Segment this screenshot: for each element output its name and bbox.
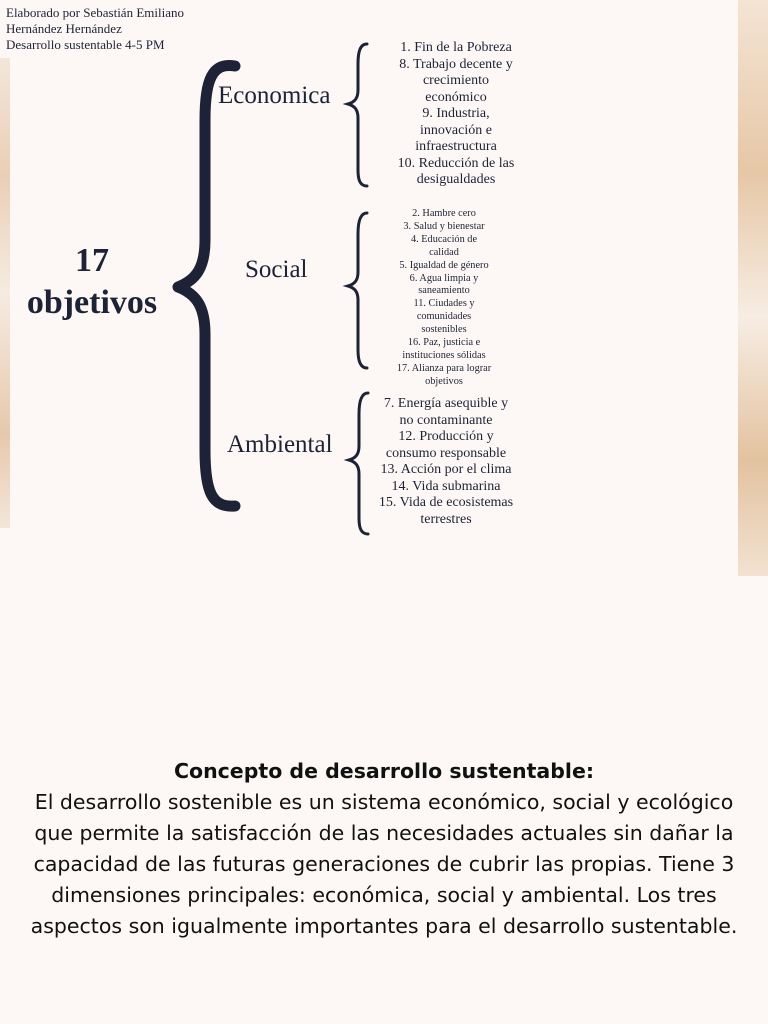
- goal-item: 4. Educación de: [410, 233, 478, 245]
- goal-item: 11. Ciudades y: [413, 298, 475, 310]
- goal-item: saneamiento: [418, 285, 470, 297]
- economica-goals-list: [374, 40, 538, 189]
- ambiental-goals-list: [372, 396, 520, 528]
- goal-item: crecimiento: [422, 73, 490, 88]
- concept-section: [20, 756, 748, 942]
- economica-brace: [348, 44, 367, 186]
- category-economica: Economica: [218, 82, 331, 109]
- social-brace: [348, 213, 367, 368]
- title-number: 17: [75, 242, 109, 279]
- goal-item: 7. Energía asequible y: [383, 396, 509, 411]
- author-line: Elaborado por Sebastián Emiliano: [6, 5, 184, 20]
- category-social: Social: [245, 256, 308, 283]
- goal-item: calidad: [429, 246, 459, 258]
- concept-text-line: El desarrollo sostenible es un sistema económico, social y ecológico: [34, 790, 734, 814]
- title-word: objetivos: [26, 284, 158, 321]
- goal-item: sostenibles: [421, 324, 467, 336]
- category-ambiental: Ambiental: [227, 431, 333, 458]
- goal-item: 13. Acción por el clima: [380, 462, 512, 477]
- goal-item: objetivos: [425, 375, 463, 387]
- goal-item: 12. Producción y: [398, 429, 494, 444]
- goal-item: 16. Paz, justicia e: [407, 337, 481, 349]
- goal-item: instituciones sólidas: [402, 349, 486, 361]
- goal-item: 2. Hambre cero: [412, 208, 476, 219]
- social-goals-list: [372, 208, 516, 389]
- concept-heading: Concepto de desarrollo sustentable:: [173, 759, 595, 783]
- goal-item: no contaminante: [399, 412, 493, 428]
- concept-text-line: aspectos son igualmente importantes para el desarrollo sustentable.: [30, 914, 738, 938]
- concept-text-line: capacidad de las futuras generaciones de cubrir las propias. Tiene 3: [33, 852, 735, 876]
- author-line: Desarrollo sustentable 4-5 PM: [6, 37, 165, 52]
- goal-item: 9. Industria,: [422, 106, 490, 121]
- author-line: Hernández Hernández: [6, 21, 122, 36]
- goal-item: 8. Trabajo decente y: [399, 56, 513, 72]
- goal-item: 6. Agua limpia y: [409, 272, 479, 284]
- goal-item: 1. Fin de la Pobreza: [400, 40, 512, 55]
- concept-text-line: que permite la satisfacción de las necesidades actuales sin dañar la: [34, 821, 734, 845]
- ambiental-brace: [349, 393, 368, 534]
- goal-item: comunidades: [416, 311, 472, 323]
- goal-item: 17. Alianza para lograr: [396, 362, 492, 374]
- goal-item: 5. Igualdad de género: [399, 259, 489, 271]
- goal-item: 14. Vida submarina: [391, 478, 501, 494]
- concept-text-line: dimensiones principales: económica, social y ambiental. Los tres: [51, 883, 717, 907]
- goal-item: infraestructura: [415, 139, 497, 154]
- goal-item: innovación e: [420, 122, 492, 138]
- goal-item: terrestres: [420, 511, 472, 527]
- goal-item: 3. Salud y bienestar: [403, 220, 485, 232]
- goal-item: 15. Vida de ecosistemas: [378, 495, 514, 510]
- goal-item: desigualdades: [416, 172, 496, 187]
- goal-item: 10. Reducción de las: [397, 155, 515, 171]
- goal-item: económico: [425, 89, 487, 105]
- goal-item: consumo responsable: [385, 445, 507, 461]
